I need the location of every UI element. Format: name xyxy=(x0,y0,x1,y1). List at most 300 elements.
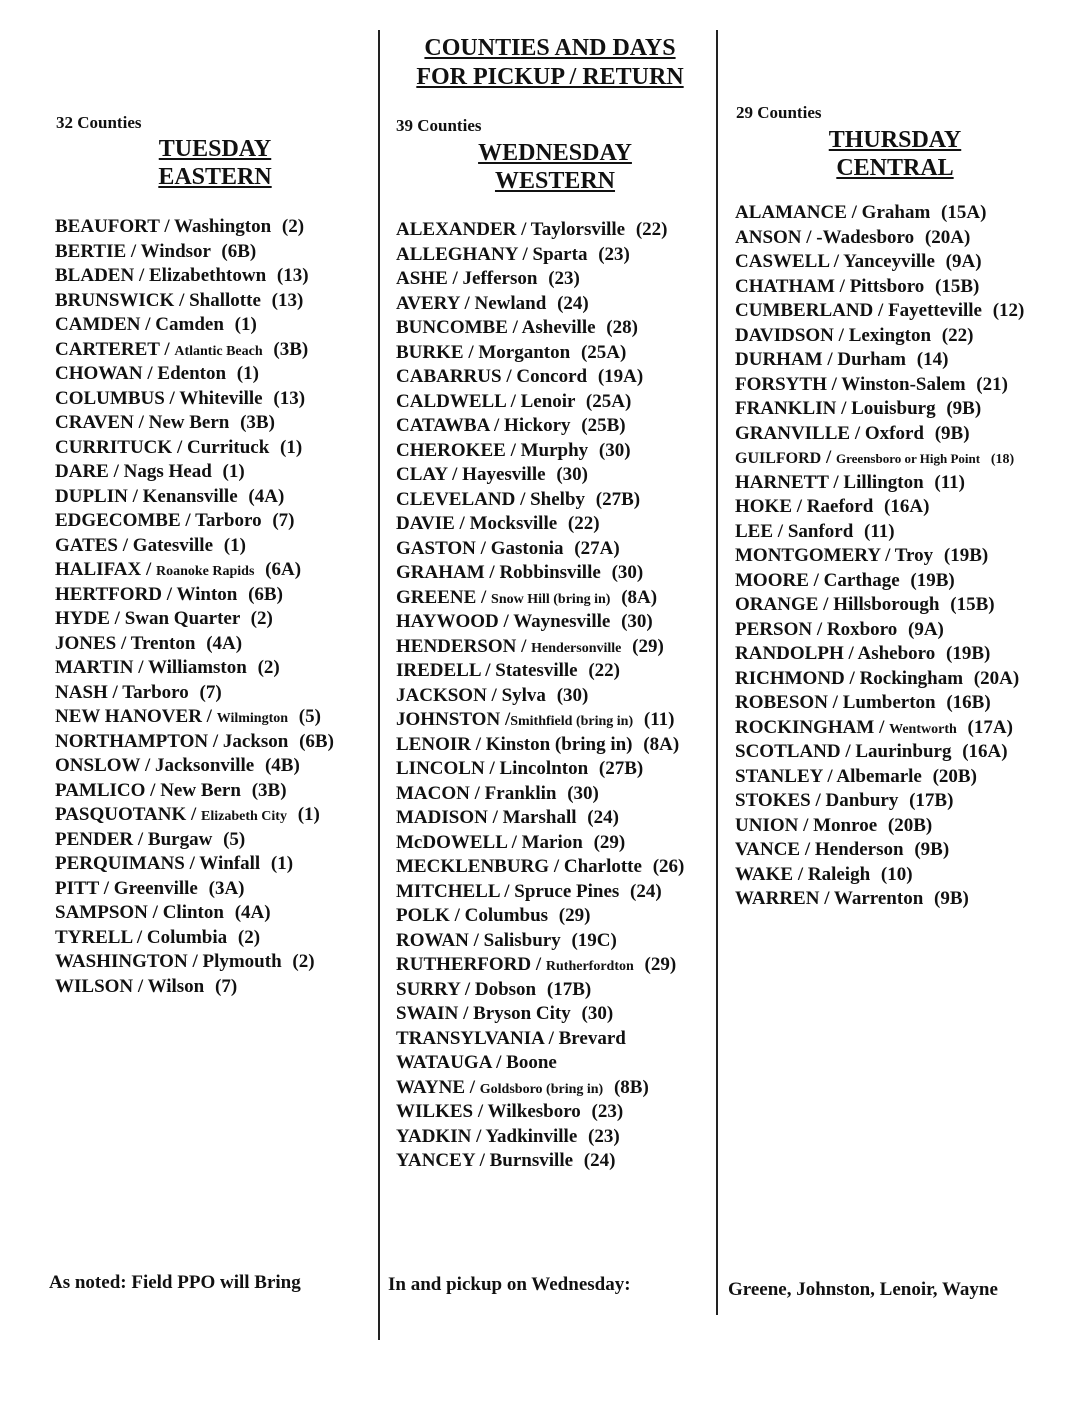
district-code: (1) xyxy=(223,534,246,556)
county-name: PENDER xyxy=(55,828,134,850)
county-seat: Gatesville xyxy=(132,534,213,556)
county-name: GREENE xyxy=(396,586,477,608)
county-seat: Tarboro xyxy=(122,681,189,703)
county-name: ORANGE xyxy=(735,594,819,615)
county-seat: Hickory xyxy=(504,415,571,436)
county-name: NEW HANOVER xyxy=(55,706,202,727)
county-name: PITT xyxy=(55,877,100,899)
county-row: AVERY / Newland (24) xyxy=(396,292,589,314)
county-name: ANSON xyxy=(735,226,802,248)
district-code: (25A) xyxy=(580,341,627,363)
county-name: DUPLIN xyxy=(55,485,128,507)
county-row: BEAUFORT / Washington (2) xyxy=(55,216,305,237)
county-row: PITT / Greenville (3A) xyxy=(55,877,245,899)
district-code: (1) xyxy=(234,314,257,335)
county-row: UNION / Monroe (20B) xyxy=(735,814,933,836)
county-name: WASHINGTON xyxy=(55,951,188,972)
county-seat: Burgaw xyxy=(147,828,213,850)
district-code: (2) xyxy=(257,657,280,678)
county-seat: Greensboro or High Point xyxy=(836,451,981,466)
county-seat: Marshall xyxy=(502,807,577,828)
county-name: ONSLOW xyxy=(55,755,141,776)
district-code: (9B) xyxy=(914,839,950,860)
county-row: WATAUGA / Boone xyxy=(396,1052,557,1073)
district-code: (16B) xyxy=(946,692,991,713)
county-row: CARTERET / Atlantic Beach (3B) xyxy=(55,338,309,360)
county-row: HENDERSON / Hendersonville (29) xyxy=(396,635,664,657)
county-row: ORANGE / Hillsborough (15B) xyxy=(735,594,995,615)
county-name: McDOWELL xyxy=(396,831,507,853)
county-name: CAMDEN xyxy=(55,314,141,335)
county-row: CURRITUCK / Currituck (1) xyxy=(55,436,303,458)
district-code: (3B) xyxy=(273,338,309,360)
county-row: NASH / Tarboro (7) xyxy=(55,681,222,703)
wednesday-count: 39 Counties xyxy=(396,116,482,135)
county-seat: Statesville xyxy=(495,660,578,681)
district-code: (4B) xyxy=(264,755,300,776)
county-row: DARE / Nags Head (1) xyxy=(55,461,245,482)
county-name: DURHAM xyxy=(735,349,823,370)
district-code: (4A) xyxy=(206,632,243,654)
county-row: ROWAN / Salisbury (19C) xyxy=(396,929,617,951)
county-row: WASHINGTON / Plymouth (2) xyxy=(55,951,315,972)
title-line-2: FOR PICKUP / RETURN xyxy=(416,64,684,90)
county-seat: Kenansville xyxy=(142,485,238,507)
district-code: (30) xyxy=(581,1003,614,1024)
district-code: (26) xyxy=(652,856,685,877)
county-name: MOORE xyxy=(735,569,809,591)
district-code: (24) xyxy=(630,880,662,902)
county-row: WARREN / Warrenton (9B) xyxy=(735,888,969,909)
county-name: CRAVEN xyxy=(55,412,134,433)
county-row: GASTON / Gastonia (27A) xyxy=(396,537,620,559)
county-row: GREENE / Snow Hill (bring in) (8A) xyxy=(396,586,658,608)
county-seat: Oxford xyxy=(864,422,924,444)
county-name: ROCKINGHAM xyxy=(735,716,875,738)
county-seat: Williamston xyxy=(147,657,247,678)
county-row: RICHMOND / Rockingham (20A) xyxy=(735,667,1020,689)
county-seat: Columbia xyxy=(146,926,228,948)
county-row: CHOWAN / Edenton (1) xyxy=(55,363,259,384)
county-row: BLADEN / Elizabethtown (13) xyxy=(55,265,309,286)
district-code: (14) xyxy=(916,349,949,370)
district-code: (4A) xyxy=(248,485,285,507)
county-name: MARTIN xyxy=(55,657,134,678)
wednesday-heading xyxy=(440,139,670,195)
county-name: PASQUOTANK xyxy=(55,804,187,825)
county-row: NEW HANOVER / Wilmington (5) xyxy=(55,706,321,727)
district-code: (7) xyxy=(215,975,238,997)
footer-note-middle: In and pickup on Wednesday: xyxy=(388,1274,631,1295)
county-name: BERTIE xyxy=(55,240,127,262)
county-row: CASWELL / Yanceyville (9A) xyxy=(735,251,982,272)
county-row: ALLEGHANY / Sparta (23) xyxy=(396,243,630,265)
county-name: CUMBERLAND xyxy=(735,300,874,321)
district-code: (20B) xyxy=(887,814,933,836)
county-seat: Burnsville xyxy=(489,1150,574,1171)
county-name: MACON xyxy=(396,782,470,804)
county-seat: Yadkinville xyxy=(485,1125,578,1147)
county-row: WAYNE / Goldsboro (bring in) (8B) xyxy=(396,1076,649,1098)
county-name: ALLEGHANY xyxy=(396,243,518,265)
county-name: STOKES xyxy=(735,790,811,811)
district-code: (13) xyxy=(271,289,304,311)
county-name: HAYWOOD xyxy=(396,611,499,632)
county-seat: Taylorsville xyxy=(530,219,626,240)
county-row: PERSON / Roxboro (9A) xyxy=(735,618,944,640)
county-name: WAYNE xyxy=(396,1076,465,1098)
county-name: RUTHERFORD xyxy=(396,954,532,975)
county-name: RICHMOND xyxy=(735,667,845,689)
district-code: (15A) xyxy=(941,202,987,223)
county-seat: Concord xyxy=(516,366,588,387)
district-code: (2) xyxy=(237,926,261,948)
county-name: CHOWAN xyxy=(55,363,143,384)
county-name: CURRITUCK xyxy=(55,436,173,458)
county-row: ONSLOW / Jacksonville (4B) xyxy=(55,755,300,776)
district-code: (3A) xyxy=(208,877,245,899)
county-seat: Charlotte xyxy=(563,856,642,877)
county-row: RANDOLPH / Asheboro (19B) xyxy=(735,643,991,664)
county-row: CALDWELL / Lenoir (25A) xyxy=(396,390,632,412)
district-code: (17B) xyxy=(546,978,592,1000)
county-seat: Robbinsville xyxy=(499,562,601,583)
district-code: (1) xyxy=(222,461,245,482)
district-code: (24) xyxy=(583,1150,616,1171)
footer-note-right: Greene, Johnston, Lenoir, Wayne xyxy=(728,1279,998,1300)
county-seat: Elizabethtown xyxy=(148,265,267,286)
county-name: CHEROKEE xyxy=(396,439,506,461)
divider-left xyxy=(378,30,380,1340)
county-name: BLADEN xyxy=(55,265,135,286)
county-row: TRANSYLVANIA / Brevard xyxy=(396,1027,626,1049)
county-seat: Warrenton xyxy=(833,888,924,909)
county-seat: Rutherfordton xyxy=(545,959,634,974)
wednesday-day: WEDNESDAY xyxy=(478,140,632,166)
county-name: ROWAN xyxy=(396,929,469,951)
tuesday-count: 32 Counties xyxy=(56,113,142,132)
district-code: (6A) xyxy=(265,559,302,580)
county-seat: Monroe xyxy=(813,814,878,836)
county-seat: Kinston (bring in) xyxy=(485,733,633,755)
thursday-count: 29 Counties xyxy=(736,103,822,122)
county-row: GUILFORD / Greensboro or High Point (18) xyxy=(735,447,1015,468)
county-seat: Dobson xyxy=(474,978,537,1000)
county-row: HYDE / Swan Quarter (2) xyxy=(55,608,273,629)
district-code: (6B) xyxy=(248,583,283,605)
county-row: CHATHAM / Pittsboro (15B) xyxy=(735,275,980,297)
county-seat: Henderson xyxy=(814,839,904,860)
county-name: MECKLENBURG xyxy=(396,856,550,877)
county-name: CHATHAM xyxy=(735,275,835,297)
county-row: MARTIN / Williamston (2) xyxy=(55,657,280,678)
county-row: SCOTLAND / Laurinburg (16A) xyxy=(735,741,1008,762)
district-code: (25B) xyxy=(581,415,626,436)
county-name: JONES xyxy=(55,632,117,654)
district-code: (19B) xyxy=(943,545,989,566)
county-seat: Albemarle xyxy=(836,765,922,787)
county-seat: Hayesville xyxy=(462,464,546,485)
county-name: CALDWELL xyxy=(396,390,506,412)
district-code: (11) xyxy=(643,709,675,730)
county-seat: Lenoir xyxy=(520,390,576,412)
county-row: YADKIN / Yadkinville (23) xyxy=(396,1125,620,1147)
county-row: HAYWOOD / Waynesville (30) xyxy=(396,611,653,632)
district-code: (22) xyxy=(635,219,668,240)
county-name: YANCEY xyxy=(396,1150,475,1171)
county-name: SCOTLAND xyxy=(735,741,841,762)
district-code: (20A) xyxy=(973,667,1020,689)
county-seat: Asheboro xyxy=(857,643,936,664)
county-seat: Franklin xyxy=(484,782,557,804)
county-name: TRANSYLVANIA xyxy=(396,1027,544,1049)
county-name: ALEXANDER xyxy=(396,219,517,240)
county-row: IREDELL / Statesville (22) xyxy=(396,660,620,681)
county-name: HYDE xyxy=(55,608,110,629)
county-row: ANSON / -Wadesboro (20A) xyxy=(735,226,971,248)
district-code: (5) xyxy=(298,706,321,727)
county-row: JONES / Trenton (4A) xyxy=(55,632,243,654)
district-code: (6B) xyxy=(299,730,334,752)
county-seat: Wilkesboro xyxy=(487,1101,581,1122)
county-row: VANCE / Henderson (9B) xyxy=(735,839,950,860)
district-code: (13) xyxy=(276,265,309,286)
thursday-day: THURSDAY xyxy=(828,127,962,153)
county-row: HALIFAX / Roanoke Rapids (6A) xyxy=(55,559,302,580)
county-row: JACKSON / Sylva (30) xyxy=(396,684,589,706)
county-name: ASHE xyxy=(396,268,448,289)
district-code: (9B) xyxy=(946,398,982,419)
district-code: (8B) xyxy=(613,1076,649,1098)
district-code: (30) xyxy=(598,439,631,461)
county-row: GATES / Gatesville (1) xyxy=(55,534,246,556)
county-name: MONTGOMERY xyxy=(735,545,881,566)
district-code: (13) xyxy=(273,387,306,409)
district-code: (8A) xyxy=(621,586,658,608)
district-code: (1) xyxy=(297,804,320,825)
district-code: (20A) xyxy=(924,226,971,248)
county-seat: Washington xyxy=(174,216,272,237)
county-seat: Roxboro xyxy=(826,618,898,640)
county-row: PENDER / Burgaw (5) xyxy=(55,828,246,850)
county-seat: Jefferson xyxy=(462,268,538,289)
county-row: LINCOLN / Lincolnton (27B) xyxy=(396,758,644,779)
county-row: ALAMANCE / Graham (15A) xyxy=(735,202,987,223)
county-name: HARNETT xyxy=(735,471,829,493)
district-code: (30) xyxy=(567,782,599,804)
county-row: ALEXANDER / Taylorsville (22) xyxy=(396,219,668,240)
county-name: WILKES xyxy=(396,1101,474,1122)
county-row: COLUMBUS / Whiteville (13) xyxy=(55,387,306,409)
district-code: (30) xyxy=(611,562,644,583)
county-name: GATES xyxy=(55,534,119,556)
county-row: BERTIE / Windsor (6B) xyxy=(55,240,257,262)
district-code: (29) xyxy=(593,831,626,853)
district-code: (2) xyxy=(250,608,273,629)
county-seat: New Bern xyxy=(148,412,230,433)
district-code: (27A) xyxy=(574,537,620,559)
district-code: (17B) xyxy=(909,790,954,811)
county-seat: Lillington xyxy=(843,471,924,493)
district-code: (15B) xyxy=(935,275,980,297)
footer-note-left: As noted: Field PPO will Bring xyxy=(49,1272,301,1293)
county-row: MOORE / Carthage (19B) xyxy=(735,569,955,591)
county-seat: Durham xyxy=(837,349,907,370)
county-name: WILSON xyxy=(55,975,134,997)
county-row: LENOIR / Kinston (bring in) (8A) xyxy=(396,733,680,755)
county-name: JACKSON xyxy=(396,684,487,706)
county-row: ASHE / Jefferson (23) xyxy=(396,268,580,289)
county-name: CLAY xyxy=(396,464,448,485)
county-name: GUILFORD xyxy=(735,450,822,467)
county-seat: Waynesville xyxy=(513,611,611,632)
district-code: (10) xyxy=(880,863,913,885)
county-row: MONTGOMERY / Troy (19B) xyxy=(735,545,989,566)
county-seat: Gastonia xyxy=(490,537,564,559)
county-name: BURKE xyxy=(396,341,464,363)
county-name: CARTERET xyxy=(55,338,160,360)
county-seat: Sylva xyxy=(501,684,546,706)
district-code: (8A) xyxy=(643,733,680,755)
county-seat: Louisburg xyxy=(851,398,936,419)
county-seat: Nags Head xyxy=(123,461,212,482)
county-seat: Sparta xyxy=(532,243,588,265)
county-name: WAKE xyxy=(735,863,794,885)
county-seat: Brevard xyxy=(558,1027,626,1049)
district-code: (17A) xyxy=(967,716,1013,738)
county-row: HERTFORD / Winton (6B) xyxy=(55,583,283,605)
district-code: (3B) xyxy=(251,779,287,801)
district-code: (7) xyxy=(272,510,295,531)
county-row: STANLEY / Albemarle (20B) xyxy=(735,765,977,787)
district-code: (23) xyxy=(598,243,630,265)
county-name: LINCOLN xyxy=(396,758,485,779)
county-name: ROBESON xyxy=(735,692,828,713)
county-name: WARREN xyxy=(735,888,820,909)
county-seat: Winfall xyxy=(199,853,261,874)
county-row: FRANKLIN / Louisburg (9B) xyxy=(735,398,982,419)
district-code: (22) xyxy=(941,324,974,346)
district-code: (23) xyxy=(588,1125,620,1147)
county-name: COLUMBUS xyxy=(55,387,165,409)
county-seat: Hillsborough xyxy=(833,594,940,615)
county-row: GRAHAM / Robbinsville (30) xyxy=(396,562,644,583)
county-row: CATAWBA / Hickory (25B) xyxy=(396,415,626,436)
county-row: POLK / Columbus (29) xyxy=(396,905,591,926)
county-name: PERSON xyxy=(735,618,813,640)
county-name: NORTHAMPTON xyxy=(55,730,209,752)
county-name: JOHNSTON xyxy=(396,709,501,730)
county-name: PERQUIMANS xyxy=(55,853,185,874)
county-seat: Rockingham xyxy=(859,667,964,689)
county-name: DAVIDSON xyxy=(735,324,834,346)
county-seat: Troy xyxy=(894,545,934,566)
county-seat: Jackson xyxy=(222,730,289,752)
district-code: (30) xyxy=(556,464,588,485)
county-seat: Mocksville xyxy=(469,513,558,534)
county-seat: Murphy xyxy=(520,439,589,461)
county-seat: Winton xyxy=(176,583,238,605)
county-name: HALIFAX xyxy=(55,559,142,580)
county-seat: Wentworth xyxy=(889,721,957,737)
district-code: (23) xyxy=(548,268,580,289)
district-code: (28) xyxy=(606,317,638,338)
wednesday-region: WESTERN xyxy=(494,168,616,194)
county-seat: Marion xyxy=(521,831,583,853)
county-seat: Salisbury xyxy=(483,929,561,951)
county-name: RANDOLPH xyxy=(735,643,844,664)
county-row: CAMDEN / Camden (1) xyxy=(55,314,257,335)
county-name: GASTON xyxy=(396,537,476,559)
county-seat: Wilmington xyxy=(216,711,289,726)
county-row: SAMPSON / Clinton (4A) xyxy=(55,902,271,923)
county-seat: Winston-Salem xyxy=(841,373,966,395)
district-code: (2) xyxy=(292,951,315,972)
county-name: DARE xyxy=(55,461,109,482)
district-code: (2) xyxy=(281,216,305,237)
county-seat: Laurinburg xyxy=(855,741,952,762)
county-row: GRANVILLE / Oxford (9B) xyxy=(735,422,970,444)
county-name: GRAHAM xyxy=(396,562,485,583)
county-seat: Plymouth xyxy=(202,951,282,972)
county-row: MACON / Franklin (30) xyxy=(396,782,599,804)
county-name: CASWELL xyxy=(735,251,829,272)
county-name: STANLEY xyxy=(735,765,823,787)
county-seat: Columbus xyxy=(464,905,549,926)
district-code: (19C) xyxy=(571,929,617,951)
district-code: (9B) xyxy=(934,422,970,444)
thursday-heading xyxy=(780,126,1010,182)
county-seat: Shelby xyxy=(530,488,586,510)
district-code: (4A) xyxy=(234,902,271,923)
county-seat: Swan Quarter xyxy=(124,608,240,629)
district-code: (7) xyxy=(199,681,222,703)
county-seat: Smithfield (bring in) xyxy=(510,714,634,729)
county-seat: Whiteville xyxy=(179,387,263,409)
county-row: LEE / Sanford (11) xyxy=(735,520,895,542)
thursday-region: CENTRAL xyxy=(836,155,954,181)
district-code: (1) xyxy=(270,853,294,874)
district-code: (19A) xyxy=(597,366,644,387)
county-seat: Tarboro xyxy=(195,510,262,531)
county-row: CABARRUS / Concord (19A) xyxy=(396,366,644,387)
tuesday-county-list xyxy=(55,215,334,999)
county-row: WILSON / Wilson (7) xyxy=(55,975,238,997)
county-name: HOKE xyxy=(735,496,793,517)
district-code: (27B) xyxy=(598,758,644,779)
district-code: (24) xyxy=(557,292,589,314)
tuesday-day: TUESDAY xyxy=(158,136,272,162)
county-row: YANCEY / Burnsville (24) xyxy=(396,1150,616,1171)
county-name: YADKIN xyxy=(396,1125,472,1147)
county-row: MADISON / Marshall (24) xyxy=(396,807,619,828)
county-name: ALAMANCE xyxy=(735,202,847,223)
county-name: DAVIE xyxy=(396,513,455,534)
district-code: (22) xyxy=(567,513,600,534)
county-name: PAMLICO xyxy=(55,779,146,801)
district-code: (16A) xyxy=(962,741,1008,762)
county-seat: Atlantic Beach xyxy=(174,343,263,359)
county-seat: Elizabeth City xyxy=(201,809,287,824)
page-title xyxy=(380,34,720,92)
county-seat: Trenton xyxy=(130,632,196,654)
county-seat: Clinton xyxy=(162,902,224,923)
county-seat: Pittsboro xyxy=(849,275,925,297)
county-row: MITCHELL / Spruce Pines (24) xyxy=(396,880,662,902)
county-seat: Shallotte xyxy=(189,289,261,311)
county-seat: Lincolnton xyxy=(499,758,589,779)
county-seat: Greenville xyxy=(113,877,198,899)
